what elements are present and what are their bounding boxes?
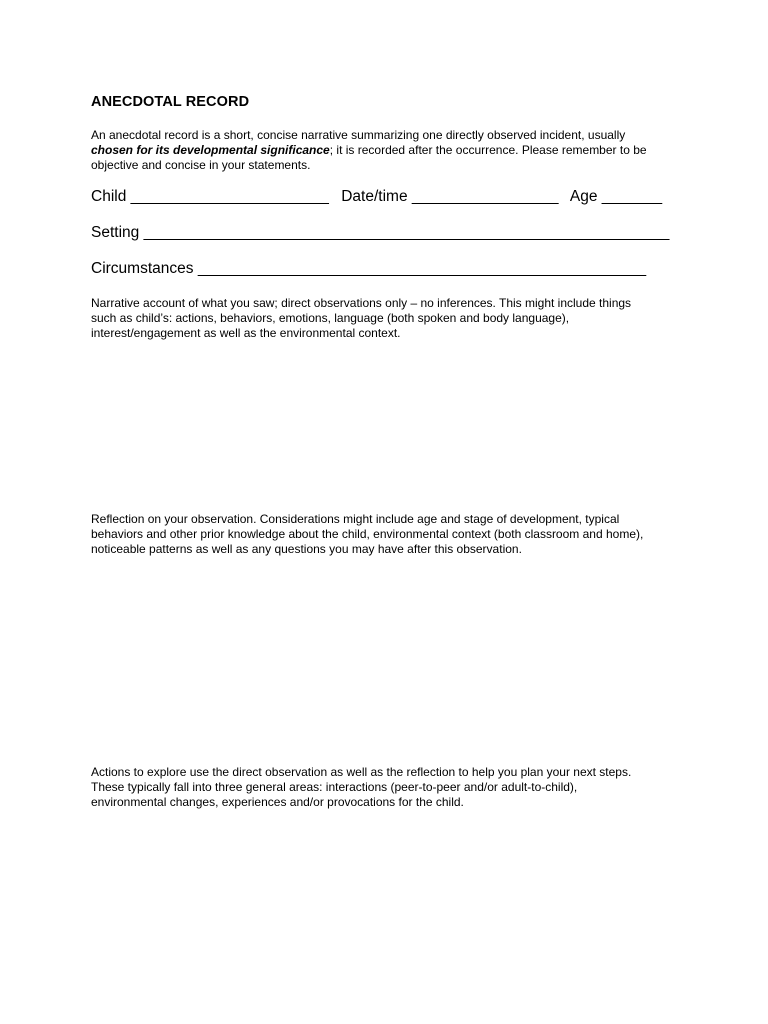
actions-line-1: Actions to explore use the direct observation as well as the reflection to help you plan your next steps. bbox=[91, 765, 632, 779]
age-label: Age bbox=[569, 188, 598, 205]
actions-line-2: These typically fall into three general areas: interactions (peer-to-peer and/or adult-to-child), bbox=[91, 780, 578, 794]
circumstances-label: Circumstances bbox=[91, 260, 194, 277]
setting-label: Setting bbox=[91, 224, 140, 241]
intro-paragraph bbox=[91, 128, 691, 173]
child-label: Child bbox=[91, 188, 127, 205]
circumstances-field[interactable]: ____________________________________________________ bbox=[197, 260, 647, 277]
reflection-line-3: noticeable patterns as well as any questions you may have after this observation. bbox=[91, 542, 522, 556]
actions-instructions bbox=[91, 765, 691, 810]
narrative-line-2: such as child’s: actions, behaviors, emotions, language (both spoken and body language), bbox=[91, 311, 570, 325]
child-field[interactable]: _______________________ bbox=[130, 188, 329, 205]
circumstances-row bbox=[91, 260, 646, 278]
intro-line-2-rest: ; it is recorded after the occurrence. Please remember to be bbox=[329, 143, 647, 157]
intro-line-1: An anecdotal record is a short, concise narrative summarizing one directly observed incident, usually bbox=[91, 128, 626, 142]
intro-emphasis: chosen for its developmental significance bbox=[91, 143, 330, 157]
reflection-instructions bbox=[91, 512, 691, 557]
intro-line-2 bbox=[91, 143, 691, 158]
reflection-line-2: behaviors and other prior knowledge about the child, environmental context (both classroom and home), bbox=[91, 527, 644, 541]
datetime-label: Date/time bbox=[341, 188, 408, 205]
intro-line-3: objective and concise in your statements. bbox=[91, 158, 311, 172]
document-title: ANECDOTAL RECORD bbox=[91, 94, 250, 110]
reflection-line-1: Reflection on your observation. Considerations might include age and stage of development, typical bbox=[91, 512, 620, 526]
actions-line-3: environmental changes, experiences and/or provocations for the child. bbox=[91, 795, 464, 809]
narrative-line-1: Narrative account of what you saw; direct observations only – no inferences. This might include things bbox=[91, 296, 632, 310]
narrative-instructions bbox=[91, 296, 691, 341]
age-field[interactable]: _______ bbox=[601, 188, 663, 205]
setting-row bbox=[91, 224, 669, 242]
setting-field[interactable]: _____________________________________________________________ bbox=[143, 224, 670, 241]
narrative-line-3: interest/engagement as well as the environmental context. bbox=[91, 326, 401, 340]
datetime-field[interactable]: _________________ bbox=[411, 188, 559, 205]
child-date-age-row bbox=[91, 188, 662, 206]
